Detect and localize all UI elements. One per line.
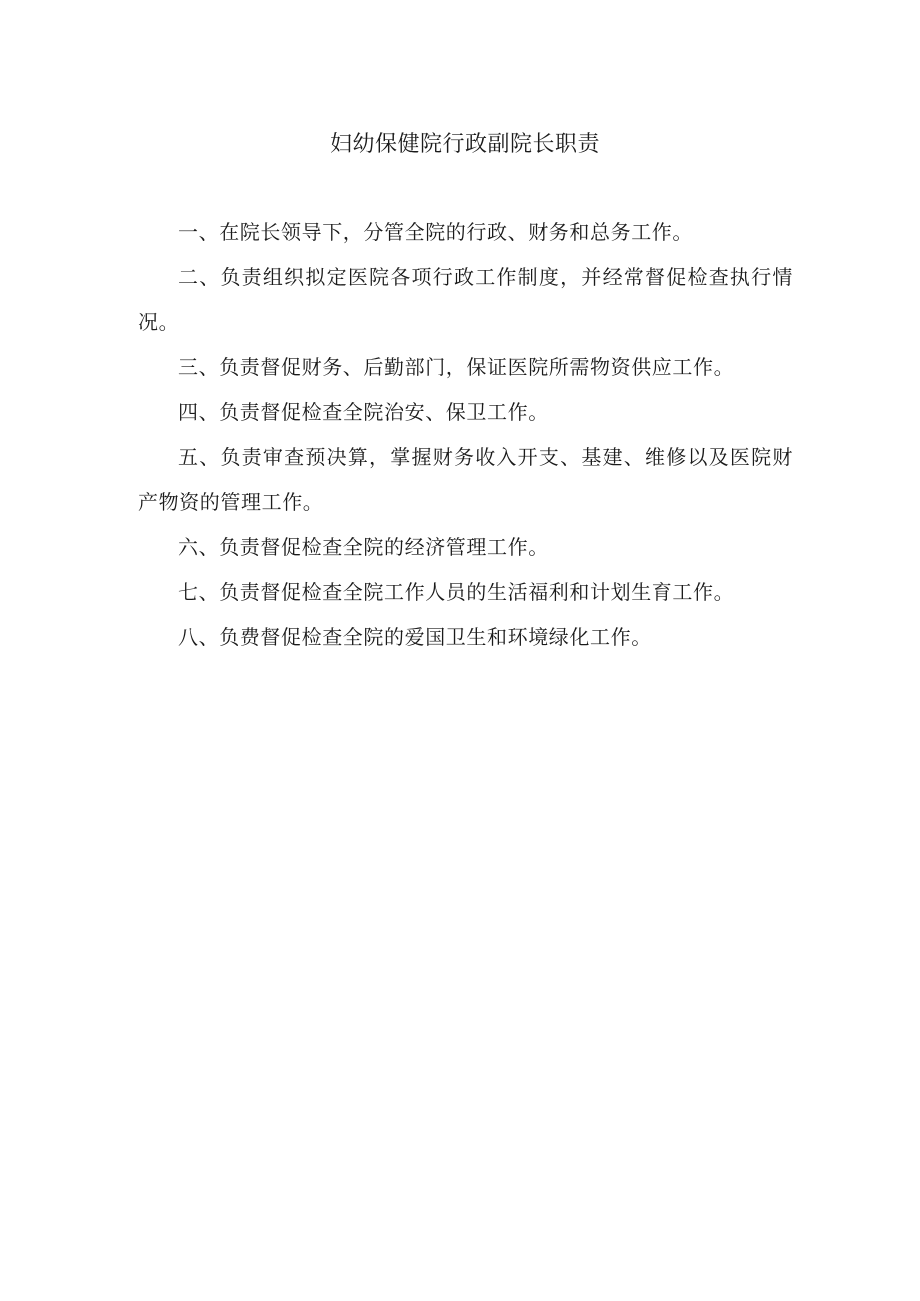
document-title: 妇幼保健院行政副院长职责 [329,132,600,157]
duty-item-2: 二、负责组织拟定医院各项行政工作制度，并经常督促检查执行情况。 [138,265,793,334]
duty-item-5: 五、负责审查预决算，掌握财务收入开支、基建、维修以及医院财产物资的管理工作。 [138,445,793,514]
duty-item-3: 三、负责督促财务、后勤部门，保证医院所需物资供应工作。 [178,355,735,379]
duty-item-1: 一、在院长领导下，分管全院的行政、财务和总务工作。 [178,220,693,244]
duty-item-6: 六、负责督促检查全院的经济管理工作。 [178,535,549,559]
duty-item-4: 四、负责督促检查全院治安、保卫工作。 [178,400,549,424]
duty-item-7: 七、负责督促检查全院工作人员的生活福利和计划生育工作。 [178,580,735,604]
document-body [138,210,793,660]
duty-item-8: 八、负费督促检查全院的爱国卫生和环境绿化工作。 [178,625,652,649]
